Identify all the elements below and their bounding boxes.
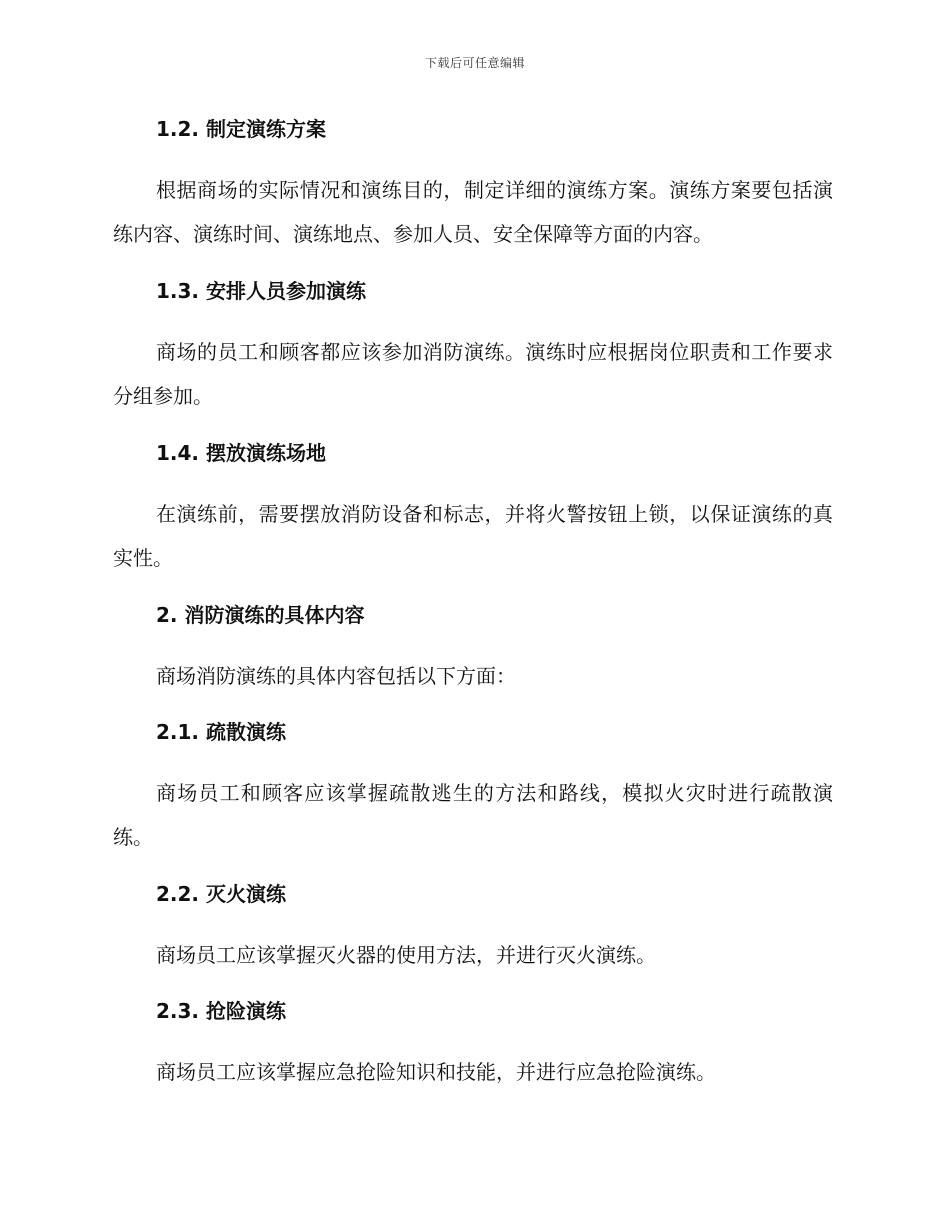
page-header: 下载后可任意编辑 — [424, 56, 525, 70]
document-body — [113, 110, 833, 1109]
section-heading-1-4: 1.4. 摆放演练场地 — [156, 441, 326, 465]
section-heading-2-3: 2.3. 抢险演练 — [156, 999, 286, 1023]
section-paragraph-2-1: 商场员工和顾客应该掌握疏散逃生的方法和路线，模拟火灾时进行疏散演练。 — [113, 781, 833, 849]
section-paragraph-2-3: 商场员工应该掌握应急抢险知识和技能，并进行应急抢险演练。 — [156, 1060, 716, 1084]
section-paragraph-1-4: 在演练前，需要摆放消防设备和标志，并将火警按钮上锁，以保证演练的真实性。 — [113, 502, 833, 570]
section-heading-1-3: 1.3. 安排人员参加演练 — [156, 279, 366, 303]
section-paragraph-1-3: 商场的员工和顾客都应该参加消防演练。演练时应根据岗位职责和工作要求分组参加。 — [113, 340, 833, 408]
section-paragraph-2-2: 商场员工应该掌握灭火器的使用方法，并进行灭火演练。 — [156, 943, 656, 967]
section-heading-1-2: 1.2. 制定演练方案 — [156, 117, 326, 141]
section-heading-2: 2. 消防演练的具体内容 — [156, 603, 365, 627]
section-heading-2-1: 2.1. 疏散演练 — [156, 720, 286, 744]
section-paragraph-2: 商场消防演练的具体内容包括以下方面： — [156, 664, 516, 688]
section-paragraph-1-2: 根据商场的实际情况和演练目的，制定详细的演练方案。演练方案要包括演练内容、演练时间、演练地点、参加人员、安全保障等方面的内容。 — [113, 178, 833, 246]
section-heading-2-2: 2.2. 灭火演练 — [156, 882, 286, 906]
